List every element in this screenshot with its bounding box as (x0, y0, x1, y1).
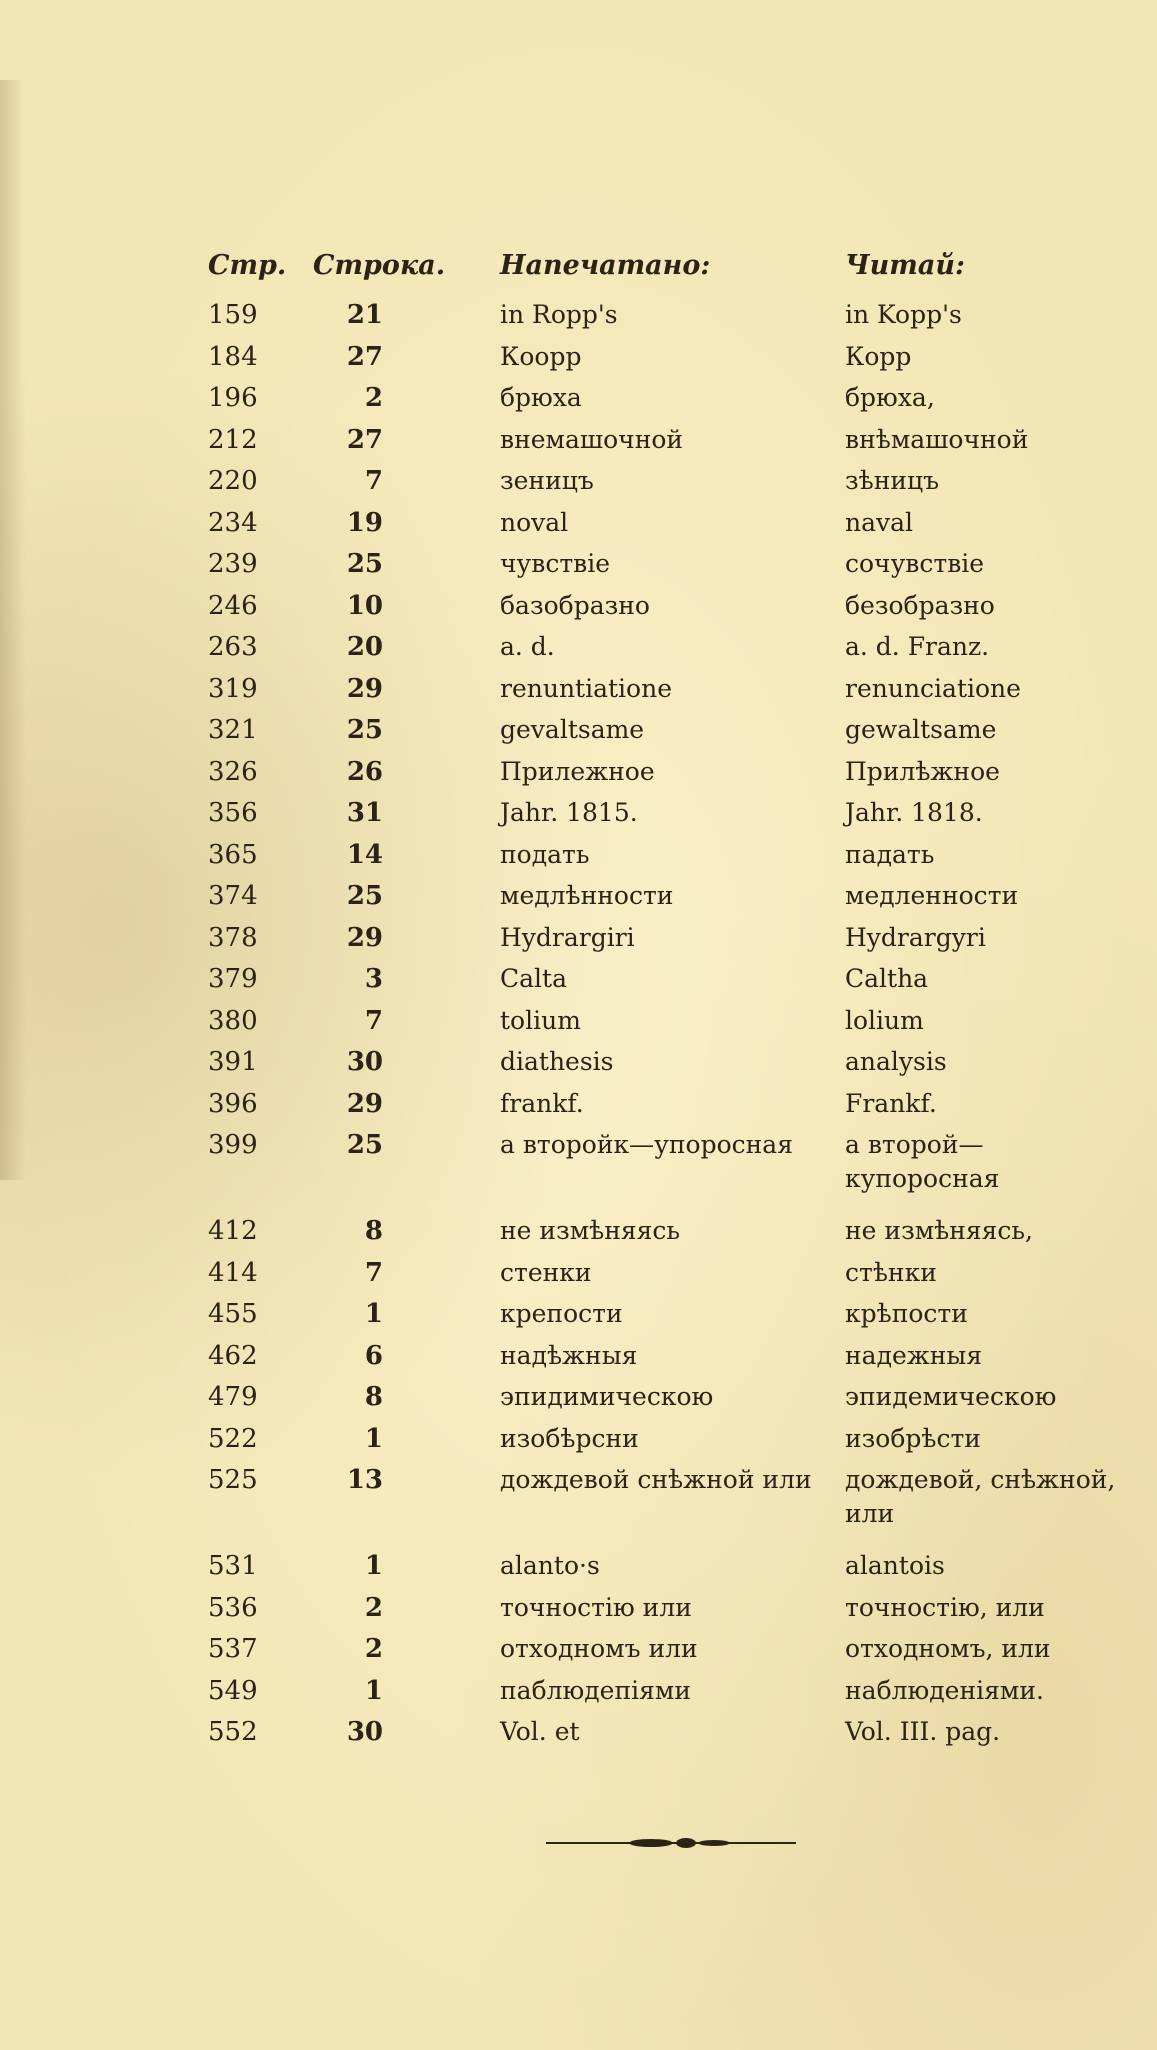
errata-row (0, 1297, 1157, 1339)
errata-page-number: 549 (208, 1675, 258, 1706)
errata-page-number: 479 (208, 1382, 258, 1412)
errata-page-number: 552 (208, 1717, 258, 1747)
errata-line-number: 20 (346, 632, 383, 662)
errata-page-number: 234 (208, 507, 258, 538)
errata-printed-text: стенки (500, 1257, 592, 1287)
errata-row (0, 1715, 1157, 1757)
errata-page-number: 159 (208, 300, 258, 330)
errata-line-number: 29 (346, 1088, 383, 1119)
errata-printed-text: эпидимическою (500, 1382, 714, 1411)
errata-page-number: 220 (208, 466, 258, 496)
errata-read-text: не измѣняясь, (845, 1216, 1033, 1245)
errata-printed-text: паблюдепіями (500, 1675, 691, 1705)
errata-printed-text: tolium (500, 1005, 581, 1035)
errata-page-number: 319 (208, 673, 258, 704)
errata-read-text: зѣницъ (845, 466, 940, 495)
errata-page-number: 365 (208, 839, 258, 870)
errata-printed-text: брюха (500, 383, 582, 412)
errata-printed-text: Calta (500, 964, 567, 993)
errata-page-number: 391 (208, 1047, 258, 1077)
errata-read-text: точностію, или (845, 1592, 1045, 1622)
errata-row (0, 755, 1157, 797)
errata-read-text: Jahr. 1818. (845, 798, 983, 827)
errata-printed-text: Hydrargiri (500, 922, 635, 952)
errata-read-text: analysis (845, 1047, 947, 1076)
errata-line-number: 29 (346, 922, 383, 953)
errata-page-number: 326 (208, 756, 258, 787)
errata-line-number: 2 (364, 1634, 383, 1664)
errata-row (0, 1087, 1157, 1129)
errata-line-number: 31 (346, 798, 383, 828)
errata-printed-text: Прилежное (500, 756, 655, 786)
errata-row (0, 672, 1157, 714)
errata-line-number: 2 (364, 1592, 383, 1623)
errata-page-number: 212 (208, 424, 258, 455)
errata-line-number: 25 (346, 1130, 383, 1160)
errata-line-number: 8 (364, 1216, 383, 1246)
errata-printed-text: дождевой снѣжной или (500, 1465, 812, 1494)
errata-printed-text: Jahr. 1815. (500, 798, 638, 827)
errata-read-text: изобрѣсти (845, 1423, 981, 1453)
errata-page-number: 536 (208, 1592, 258, 1623)
errata-read-text: наблюденіями. (845, 1675, 1044, 1705)
errata-line-number: 30 (346, 1047, 383, 1077)
errata-read-text: сочувствіе (845, 549, 985, 578)
errata-row (0, 1463, 1157, 1528)
errata-page-number: 263 (208, 632, 258, 662)
errata-line-number: 13 (346, 1465, 383, 1495)
errata-read-text: Vol. III. pag. (845, 1717, 1001, 1746)
errata-row (0, 1339, 1157, 1381)
errata-line-number: 25 (346, 715, 383, 745)
errata-printed-text: базобразно (500, 590, 650, 620)
errata-line-number: 1 (364, 1299, 383, 1329)
errata-printed-text: точностію или (500, 1592, 692, 1622)
errata-line-number: 10 (346, 590, 383, 621)
errata-printed-text: внемашочной (500, 424, 684, 454)
errata-row (0, 547, 1157, 589)
errata-read-text: внѣмашочной (845, 424, 1029, 454)
errata-printed-text: отходномъ или (500, 1634, 698, 1663)
errata-read-text: Прилѣжное (845, 756, 1000, 786)
errata-page-number: 374 (208, 881, 258, 911)
errata-line-number: 3 (364, 964, 383, 994)
errata-read-text: a. d. Franz. (845, 632, 990, 661)
errata-line-number: 19 (346, 507, 383, 538)
errata-row (0, 838, 1157, 880)
errata-row (0, 506, 1157, 548)
errata-row (0, 1004, 1157, 1046)
errata-page-number: 525 (208, 1465, 258, 1495)
errata-line-number: 7 (364, 466, 383, 496)
errata-printed-text: надѣжныя (500, 1340, 638, 1370)
errata-printed-text: а второйк—упоросная (500, 1130, 793, 1159)
errata-read-text: Корр (845, 341, 912, 371)
errata-page-number: 246 (208, 590, 258, 621)
errata-page-number: 378 (208, 922, 258, 953)
errata-printed-text: noval (500, 507, 569, 537)
errata-row (0, 796, 1157, 838)
errata-read-text: naval (845, 507, 914, 537)
errata-line-number: 7 (364, 1005, 383, 1036)
errata-read-text: renunciatione (845, 673, 1021, 703)
errata-row (0, 381, 1157, 423)
errata-line-number: 26 (346, 756, 383, 787)
errata-read-text: крѣпости (845, 1299, 968, 1328)
errata-row (0, 630, 1157, 672)
errata-page-number: 321 (208, 715, 258, 745)
errata-row (0, 921, 1157, 963)
errata-page-number: 379 (208, 964, 258, 994)
errata-line-number: 25 (346, 881, 383, 911)
errata-row (0, 1591, 1157, 1633)
errata-printed-text: зеницъ (500, 466, 594, 495)
errata-read-text: Caltha (845, 964, 929, 993)
errata-row (0, 464, 1157, 506)
errata-read-text: надежныя (845, 1340, 983, 1370)
errata-page-number: 462 (208, 1340, 258, 1371)
errata-page-number: 412 (208, 1216, 258, 1246)
errata-read-text: эпидемическою (845, 1382, 1057, 1411)
errata-printed-text: изобѣрсни (500, 1423, 639, 1453)
errata-read-text: отходномъ, или (845, 1634, 1051, 1663)
errata-row (0, 879, 1157, 921)
errata-read-text: Hydrargyri (845, 922, 986, 952)
end-ornament (546, 1836, 796, 1850)
errata-line-number: 14 (346, 839, 383, 870)
errata-read-text: alantois (845, 1551, 945, 1580)
errata-printed-text: diathesis (500, 1047, 614, 1076)
errata-read-text: Frankf. (845, 1088, 937, 1118)
errata-page-number: 380 (208, 1005, 258, 1036)
errata-page-number: 356 (208, 798, 258, 828)
errata-row (0, 423, 1157, 465)
errata-line-number: 8 (364, 1382, 383, 1412)
errata-row (0, 589, 1157, 631)
errata-printed-text: alanto·s (500, 1551, 600, 1580)
header-printed: Напечатано: (500, 250, 711, 281)
errata-row (0, 1632, 1157, 1674)
errata-row (0, 1380, 1157, 1422)
errata-row (0, 962, 1157, 1004)
errata-page-number: 414 (208, 1257, 258, 1288)
errata-page-number: 531 (208, 1551, 258, 1581)
errata-printed-text: Коорр (500, 341, 582, 371)
errata-read-text: lolium (845, 1005, 924, 1035)
errata-line-number: 21 (346, 300, 383, 330)
errata-row (0, 1256, 1157, 1298)
errata-row (0, 298, 1157, 340)
errata-page-number: 522 (208, 1423, 258, 1454)
errata-line-number: 25 (346, 549, 383, 579)
header-page: Стр. (208, 250, 287, 281)
errata-line-number: 27 (346, 424, 383, 455)
errata-row (0, 1674, 1157, 1716)
errata-printed-text: чувствіе (500, 549, 611, 578)
errata-row (0, 1045, 1157, 1087)
header-read: Читай: (845, 250, 965, 281)
errata-line-number: 27 (346, 341, 383, 372)
errata-line-number: 6 (364, 1340, 383, 1371)
errata-read-text: медленности (845, 881, 1019, 910)
errata-printed-text: in Ropp's (500, 300, 618, 329)
errata-line-number: 29 (346, 673, 383, 704)
errata-page-number: 455 (208, 1299, 258, 1329)
errata-printed-text: медлѣнности (500, 881, 674, 910)
errata-read-text: gewaltsame (845, 715, 997, 744)
errata-line-number: 30 (346, 1717, 383, 1747)
errata-row (0, 340, 1157, 382)
errata-page-number: 399 (208, 1130, 258, 1160)
errata-printed-text: не измѣняясь (500, 1216, 681, 1245)
errata-read-text: падать (845, 839, 935, 869)
errata-line-number: 1 (364, 1675, 383, 1706)
errata-page-number: 239 (208, 549, 258, 579)
errata-printed-text: frankf. (500, 1088, 584, 1118)
errata-page-number: 196 (208, 383, 258, 413)
errata-read-text: стѣнки (845, 1257, 937, 1287)
errata-read-text: in Kopp's (845, 300, 962, 329)
errata-header (0, 250, 1157, 292)
errata-line-number: 7 (364, 1257, 383, 1288)
errata-line-number: 1 (364, 1551, 383, 1581)
header-line: Строка. (313, 250, 446, 281)
errata-row (0, 713, 1157, 755)
errata-row (0, 1214, 1157, 1256)
errata-printed-text: подать (500, 839, 590, 869)
errata-line-number: 2 (364, 383, 383, 413)
errata-printed-text: renuntiatione (500, 673, 672, 703)
errata-printed-text: крепости (500, 1299, 623, 1328)
errata-page-number: 537 (208, 1634, 258, 1664)
errata-read-text: дождевой, снѣжной, или (845, 1465, 1116, 1528)
errata-read-text: брюха, (845, 383, 935, 412)
errata-printed-text: gevaltsame (500, 715, 645, 744)
errata-read-text: а второй—купоросная (845, 1130, 1000, 1193)
errata-read-text: безобразно (845, 590, 995, 620)
errata-printed-text: Vol. et (500, 1717, 580, 1746)
errata-row (0, 1422, 1157, 1464)
errata-row (0, 1549, 1157, 1591)
errata-line-number: 1 (364, 1423, 383, 1454)
errata-page-number: 396 (208, 1088, 258, 1119)
errata-row (0, 1128, 1157, 1193)
errata-page-number: 184 (208, 341, 258, 372)
errata-printed-text: a. d. (500, 632, 555, 661)
